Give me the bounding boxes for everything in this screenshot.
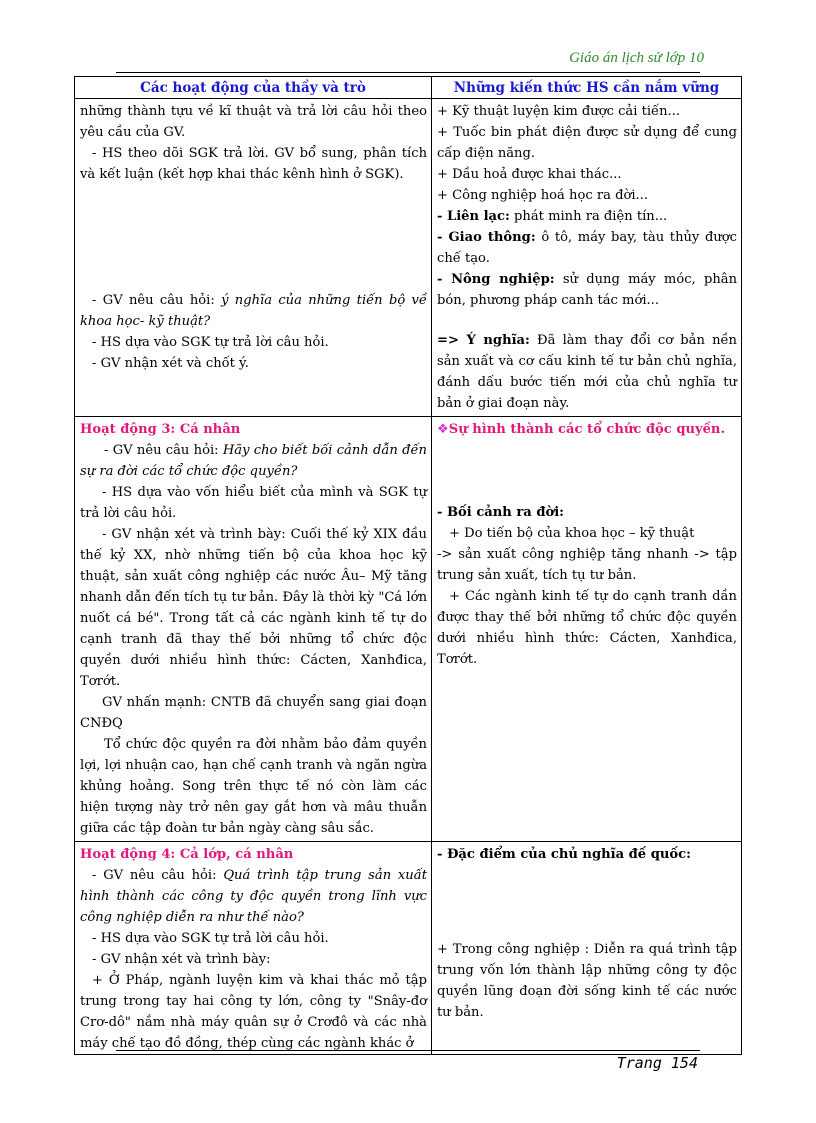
giao-thong-item [437,227,737,269]
section-title [437,419,737,440]
paragraph: Tổ chức độc quyền ra đời nhằm bảo đảm quyền lợi, lợi nhuận cao, hạn chế cạnh tranh và ngăn ngừa khủng hoảng. Song trên thực tế nó còn làm các hiện tượng này trở nên gay gắt hơn và mâu thuẫn giữa các tập đoàn tư bản ngày càng sâu sắc. [80,737,427,836]
row1-right-cell [432,99,742,417]
question-prefix: - GV nêu câu hỏi: [104,443,223,458]
bullet: + Tuốc bin phát điện được sử dụng để cung cấp điện năng. [437,125,737,161]
activity-title: Hoạt động 3: Cá nhân [80,422,241,437]
paragraph [80,290,427,332]
text: ô tô, máy bay, tàu thủy được chế tạo. [437,230,737,266]
col-header-activities: Các hoạt động của thầy và trò [75,77,432,99]
row1-left-cell [75,99,432,417]
activity-title: Hoạt động 4: Cả lớp, cá nhân [80,847,294,862]
diamond-bullet-icon: ❖ [437,422,449,437]
label: - Bối cảnh ra đời: [437,505,565,520]
bullet: -> sản xuất công nghiệp tăng nhanh -> tập trung sản xuất, tích tụ tư bản. [437,547,737,583]
label: => Ý nghĩa: [437,333,530,348]
question-text: Hãy cho biết bối cảnh dẫn đến sự ra đời các tổ chức độc quyền? [80,443,427,479]
label: - Liên lạc: [437,209,510,224]
paragraph: GV nhấn mạnh: CNTB đã chuyển sang giai đoạn CNĐQ [80,695,427,731]
bullet: + Kỹ thuật luyện kim được cải tiến... [437,104,681,119]
paragraph: - HS dựa vào vốn hiểu biết của mình và SGK tự trả lời câu hỏi. [80,485,427,521]
table-row [75,842,742,1055]
table-row [75,417,742,842]
paragraph: những thành tựu về kĩ thuật và trả lời câu hỏi theo yêu cầu của GV. [80,104,427,140]
section-title-text: Sự hình thành các tổ chức độc quyền. [448,422,726,437]
label: - Giao thông: [437,230,536,245]
paragraph: - GV nhận xét và chốt ý. [92,356,249,371]
text: sử dụng máy móc, phân bón, phương pháp canh tác mới... [437,272,738,308]
bullet: + Dầu hoả được khai thác... [437,167,622,182]
lesson-plan-table [74,76,742,1055]
label: - Nông nghiệp: [437,272,555,287]
bullet: + Do tiến bộ của khoa học – kỹ thuật [449,526,695,541]
paragraph: + Trong công nghiệp : Diễn ra quá trình tập trung vốn lớn thành lập những công ty độc quyền lũng đoạn đời sống kinh tế các nước tư bản. [437,942,737,1020]
question-text: Quá trình tập trung sản xuất hình thành các công ty độc quyền trong lĩnh vực công nghiệp diễn ra như thế nào? [80,868,427,925]
table-header-row [75,77,742,99]
section-title [437,844,737,865]
row2-left-cell [75,417,432,842]
text: Đã làm thay đổi cơ bản nền sản xuất và cơ cấu kinh tế tư bản chủ nghĩa, đánh dấu bước tiến mới của chủ nghĩa tư bản ở giai đoạn này. [437,333,737,411]
question-prefix: - GV nêu câu hỏi: [92,293,222,308]
table-row [75,99,742,417]
paragraph: - HS dựa vào SGK tự trả lời câu hỏi. [92,931,329,946]
text: phát minh ra điện tín... [509,209,668,224]
header-divider [116,72,700,73]
paragraph [80,440,427,482]
row2-right-cell [432,417,742,842]
col-header-knowledge: Những kiến thức HS cần nắm vững [432,77,742,99]
subsection-title [437,502,737,523]
y-nghia-item [437,330,737,414]
paragraph: - HS theo dõi SGK trả lời. GV bổ sung, phân tích và kết luận (kết hợp khai thác kênh hình ở SGK). [80,146,427,182]
paragraph: - HS dựa vào SGK tự trả lời câu hỏi. [92,335,329,350]
paragraph [80,865,427,928]
question-text: ý nghĩa của những tiến bộ về khoa học- kỹ thuật? [80,293,427,329]
bullet: + Công nghiệp hoá học ra đời... [437,188,649,203]
paragraph: - GV nhận xét và trình bày: Cuối thế kỷ XIX đầu thế kỷ XX, nhờ những tiến bộ của khoa học kỹ thuật, sản xuất công nghiệp các nước Âu– Mỹ tăng nhanh dẫn đến tích tụ tư bản. Đây là thời kỳ "Cá lớn nuốt cá bé". Trong tất cả các ngành kinh tế tự do cạnh tranh đã thay thế bởi những tổ chức độc quyền dưới nhiều hình thức: Cácten, Xanhđica, Tơrớt. [80,527,427,689]
bullet: + Các ngành kinh tế tự do cạnh tranh dần được thay thế bởi những tổ chức độc quyền dưới nhiều hình thức: Cácten, Xanhđica, Tơrớt. [437,589,737,667]
paragraph: + Ở Pháp, ngành luyện kim và khai thác mỏ tập trung trong tay hai công ty lớn, công ty "Snây-đơ Crơ-dô" nắm nhà máy quân sự ở Crơđô và các nhà máy chế tạo đồ đồng, thép cùng các ngành khác ở [80,973,427,1051]
lien-lac-item [437,206,737,227]
page-number: Trang 154 [616,1054,698,1072]
question-prefix: - GV nêu câu hỏi: [92,868,224,883]
paragraph: - GV nhận xét và trình bày: [92,952,271,967]
nong-nghiep-item [437,269,737,311]
row3-left-cell [75,842,432,1055]
row3-right-cell [432,842,742,1055]
footer-divider [116,1050,700,1051]
document-header-title: Giáo án lịch sử lớp 10 [569,50,704,66]
label: - Đặc điểm của chủ nghĩa đế quốc: [437,847,691,862]
